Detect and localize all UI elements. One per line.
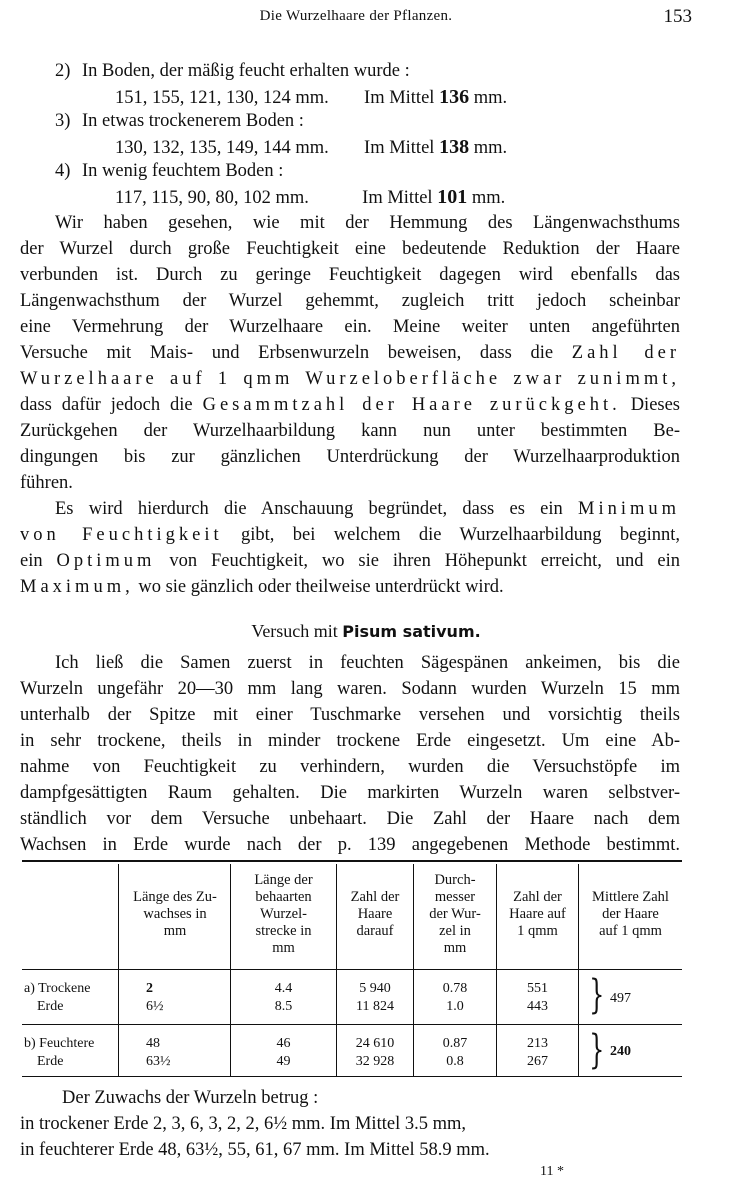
cell-value: 24 610 <box>355 1036 395 1051</box>
species-name: Pisum sativum. <box>342 622 481 641</box>
text-line: Längenwachsthum der Wurzel gehemmt, zugleich tritt jedoch scheinbar <box>20 291 680 311</box>
measurement-values: 151, 155, 121, 130, 124 mm. <box>115 88 329 108</box>
table-column-divider <box>118 864 119 1076</box>
list-item-values-row <box>115 184 505 211</box>
mean-label: Im Mittel <box>362 188 433 208</box>
cell-value: 0.8 <box>446 1054 464 1069</box>
header-line: Durch- <box>434 872 476 888</box>
list-item-values-row <box>115 84 507 111</box>
text-run: von Feuchtigkeit, wo sie ihren Höhepunkt erreicht, und ein <box>169 551 681 571</box>
text-line: ständlich vor dem Versuche unbehaart. Die Zahl der Haare nach dem <box>20 809 680 829</box>
header-line: messer <box>434 889 476 905</box>
table-cell <box>337 1035 413 1071</box>
column-header <box>497 889 578 940</box>
table-cell <box>414 1035 496 1071</box>
header-line: mm <box>443 940 467 956</box>
column-header <box>337 889 413 940</box>
cell-value: 443 <box>527 999 548 1014</box>
section-title <box>0 618 732 645</box>
cell-value: 63½ <box>146 1054 171 1069</box>
text-line: Wir haben gesehen, wie mit der Hemmung des Längenwachsthums <box>55 213 680 233</box>
row-label-line: Erde <box>37 999 64 1014</box>
table-row-label <box>24 980 91 1016</box>
mean-value: 101 <box>437 186 468 208</box>
header-line: Mittlere Zahl <box>592 889 669 905</box>
mean-label: Im Mittel <box>364 88 435 108</box>
emphasized-text: Optimum <box>56 551 156 571</box>
text-run: gibt, bei welchem die Wurzelhaarbildung beginnt, <box>240 525 681 545</box>
list-item-text: In wenig feuchtem Boden : <box>82 161 284 181</box>
text-line: Wachsen in Erde wurde nach der p. 139 angegebenen Methode bestimmt. <box>20 835 680 855</box>
table-header-rule <box>22 969 682 970</box>
text-line <box>20 574 504 600</box>
table-cell <box>146 980 164 1016</box>
header-line: Haare <box>357 906 393 922</box>
header-line: der Wur- <box>429 906 481 922</box>
mean-label: Im Mittel <box>364 138 435 158</box>
cell-value: 2 <box>146 981 153 996</box>
table-cell <box>414 980 496 1016</box>
text-line <box>20 522 680 548</box>
emphasized-text: Minimum <box>578 499 681 519</box>
table-top-rule <box>22 860 682 862</box>
text-line <box>20 340 680 366</box>
cell-value: 0.87 <box>442 1036 468 1051</box>
row-label-line: a) Trockene <box>24 981 91 996</box>
text-run: Es wird hierdurch die Anschauung begründet, dass es ein <box>55 499 563 519</box>
text-line: verbunden ist. Durch zu geringe Feuchtigkeit dagegen wird ebenfalls das <box>20 265 680 285</box>
header-line: darauf <box>356 923 394 939</box>
text-line: unterhalb der Spitze mit einer Tuschmarke versehen und vorsichtig theils <box>20 705 680 725</box>
list-item-number: 3) <box>55 111 71 131</box>
header-line: 1 qmm <box>517 923 558 939</box>
table-bottom-rule <box>22 1076 682 1077</box>
header-line: mm <box>272 940 295 956</box>
text-run: Versuche mit Mais- und Erbsenwurzeln beweisen, dass die <box>20 343 554 363</box>
running-title: Die Wurzelhaare der Pflanzen. <box>259 8 453 24</box>
table-group-rule <box>22 1024 682 1025</box>
text-line <box>55 496 680 522</box>
list-item-number: 4) <box>55 161 71 181</box>
emphasized-text: Maximum, <box>20 577 134 597</box>
column-header <box>120 889 230 940</box>
cell-value: 4.4 <box>274 981 293 996</box>
table-row-label <box>24 1035 94 1071</box>
header-line: der Haare <box>602 906 659 922</box>
header-line: Zahl der <box>513 889 562 905</box>
text-line: nahme von Feuchtigkeit zu verhindern, wurden die Versuchstöpfe im <box>20 757 680 777</box>
text-run: wo sie gänzlich oder theilweise unterdrückt wird. <box>138 577 504 597</box>
text-line: in trockener Erde 2, 3, 6, 3, 2, 2, 6½ mm. Im Mittel 3.5 mm, <box>20 1114 466 1134</box>
text-line: Der Zuwachs der Wurzeln betrug : <box>62 1088 319 1108</box>
emphasized-text: Zahl der <box>571 343 681 363</box>
table-cell <box>497 980 578 1016</box>
page-header <box>20 8 692 32</box>
table-cell <box>231 1035 336 1071</box>
text-line: Zurückgehen der Wurzelhaarbildung kann nun unter bestimmten Be- <box>20 421 680 441</box>
cell-value: 46 <box>276 1036 291 1051</box>
table-cell <box>146 1035 171 1071</box>
cell-value: 32 928 <box>355 1054 395 1069</box>
right-brace-icon: } <box>589 972 605 1018</box>
header-line: mm <box>163 923 187 939</box>
header-line: strecke in <box>255 923 312 939</box>
text-line: Wurzeln ungefähr 20—30 mm lang waren. Sodann wurden Wurzeln 15 mm <box>20 679 680 699</box>
mean-unit: mm. <box>473 138 508 158</box>
mean-value: 138 <box>439 136 470 158</box>
text-run: dass dafür jedoch die <box>20 395 193 415</box>
text-line: eine Vermehrung der Wurzelhaare ein. Meine weiter unten angeführten <box>20 317 680 337</box>
cell-value: 5 940 <box>359 981 391 996</box>
right-brace-icon: } <box>589 1027 605 1073</box>
text-line: dingungen bis zur gänzlichen Unterdrückung der Wurzelhaarproduktion <box>20 447 680 467</box>
column-header <box>414 872 496 957</box>
header-line: auf 1 qmm <box>599 923 662 939</box>
header-line: Länge des Zu- <box>133 889 217 905</box>
header-line: zel in <box>439 923 471 939</box>
table-cell <box>231 980 336 1016</box>
emphasized-text-line: Wurzelhaare auf 1 qmm Wurzeloberfläche zwar zunimmt, <box>20 369 680 389</box>
table-cell <box>497 1035 578 1071</box>
text-line <box>20 548 680 574</box>
text-line <box>20 392 680 418</box>
cell-value: 6½ <box>146 999 164 1014</box>
text-run: ein <box>20 551 43 571</box>
list-item-text: In etwas trockenerem Boden : <box>82 111 304 131</box>
header-line: Länge der <box>254 872 313 888</box>
text-line: in sehr trockene, theils in minder trockene Erde eingesetzt. Um eine Ab- <box>20 731 680 751</box>
text-run: Dieses <box>630 395 681 415</box>
cell-value: 1.0 <box>446 999 464 1014</box>
measurement-values: 130, 132, 135, 149, 144 mm. <box>115 138 329 158</box>
section-title-prefix: Versuch mit <box>251 621 338 641</box>
cell-value: 11 824 <box>356 999 394 1014</box>
mean-unit: mm. <box>471 188 506 208</box>
cell-value: 48 <box>146 1036 160 1051</box>
header-line: Haare auf <box>509 906 566 922</box>
row-label-line: Erde <box>37 1054 64 1069</box>
header-line: Wurzel- <box>260 906 307 922</box>
list-item-number: 2) <box>55 61 71 81</box>
header-line: wachses in <box>143 906 207 922</box>
measurement-values: 117, 115, 90, 80, 102 mm. <box>115 188 309 208</box>
mean-unit: mm. <box>473 88 508 108</box>
row-label-line: b) Feuchtere <box>24 1036 95 1051</box>
emphasized-text: von Feuchtigkeit <box>20 525 223 545</box>
text-line: in feuchterer Erde 48, 63½, 55, 61, 67 mm. Im Mittel 58.9 mm. <box>20 1140 490 1160</box>
mean-cell: 240 <box>610 1044 631 1059</box>
text-line: Ich ließ die Samen zuerst in feuchten Sägespänen ankeimen, bis die <box>55 653 680 673</box>
mean-cell: 497 <box>610 991 631 1006</box>
header-line: Zahl der <box>350 889 400 905</box>
signature-mark: 11 * <box>540 1164 564 1179</box>
cell-value: 213 <box>527 1036 548 1051</box>
cell-value: 267 <box>527 1054 548 1069</box>
list-item-values-row <box>115 134 507 161</box>
emphasized-text: Gesammtzahl der Haare zurückgeht. <box>202 395 621 415</box>
text-line: führen. <box>20 473 73 493</box>
text-line: der Wurzel durch große Feuchtigkeit eine bedeutende Reduktion der Haare <box>20 239 680 259</box>
cell-value: 8.5 <box>274 999 293 1014</box>
page-number: 153 <box>663 6 692 27</box>
column-header <box>231 872 336 957</box>
table-cell <box>337 980 413 1016</box>
cell-value: 49 <box>276 1054 291 1069</box>
list-item-text: In Boden, der mäßig feucht erhalten wurde : <box>82 61 410 81</box>
header-line: behaarten <box>255 889 312 905</box>
text-line: dampfgesättigten Raum gehalten. Die markirten Wurzeln waren selbstver- <box>20 783 680 803</box>
mean-value: 136 <box>439 86 470 108</box>
cell-value: 0.78 <box>442 981 468 996</box>
column-header <box>579 889 682 940</box>
cell-value: 551 <box>527 981 548 996</box>
